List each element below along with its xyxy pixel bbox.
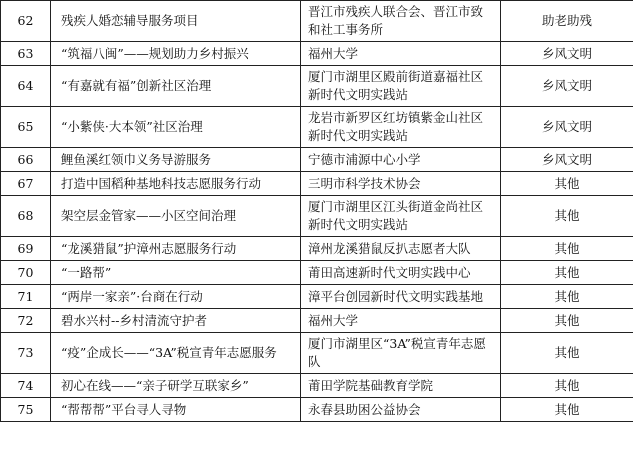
table-row [1,172,633,196]
table-row [1,309,633,333]
organization-name: 厦门市湖里区江头街道金尚社区新时代文明实践站 [301,196,501,237]
project-name: “龙溪猎鼠”护漳州志愿服务行动 [51,237,301,261]
organization-name: 永春县助困公益协会 [301,398,501,422]
project-category: 其他 [501,172,633,196]
project-category: 助老助残 [501,1,633,42]
project-category: 乡风文明 [501,42,633,66]
organization-name: 福州大学 [301,42,501,66]
row-number: 69 [1,237,51,261]
organization-name: 厦门市湖里区殿前街道嘉福社区新时代文明实践站 [301,66,501,107]
organization-name: 漳州龙溪猎鼠反扒志愿者大队 [301,237,501,261]
project-name: 残疾人婚恋辅导服务项目 [51,1,301,42]
project-name: 架空层金管家——小区空间治理 [51,196,301,237]
organization-name: 莆田学院基础教育学院 [301,374,501,398]
table-row [1,374,633,398]
project-name: 碧水兴村--乡村清流守护者 [51,309,301,333]
organization-name: 莆田高速新时代文明实践中心 [301,261,501,285]
row-number: 75 [1,398,51,422]
project-name: “两岸一家亲”·台商在行动 [51,285,301,309]
row-number: 65 [1,107,51,148]
project-category: 其他 [501,309,633,333]
table-row [1,398,633,422]
organization-name: 漳平台创园新时代文明实践基地 [301,285,501,309]
organization-name: 三明市科学技术协会 [301,172,501,196]
project-name: “有嘉就有福”创新社区治理 [51,66,301,107]
table-row [1,66,633,107]
project-category: 其他 [501,333,633,374]
row-number: 70 [1,261,51,285]
project-name: “帮帮帮”平台寻人寻物 [51,398,301,422]
row-number: 74 [1,374,51,398]
project-category: 其他 [501,261,633,285]
project-name: “筑福八闽”——规划助力乡村振兴 [51,42,301,66]
project-name: “疫”企成长——“3A”税宣青年志愿服务 [51,333,301,374]
row-number: 68 [1,196,51,237]
project-category: 乡风文明 [501,66,633,107]
project-name: 鲤鱼溪红领巾义务导游服务 [51,148,301,172]
table-row [1,285,633,309]
project-category: 其他 [501,285,633,309]
table-row [1,107,633,148]
row-number: 71 [1,285,51,309]
row-number: 62 [1,1,51,42]
organization-name: 福州大学 [301,309,501,333]
row-number: 72 [1,309,51,333]
project-category: 其他 [501,196,633,237]
project-name: 打造中国稻种基地科技志愿服务行动 [51,172,301,196]
project-category: 乡风文明 [501,148,633,172]
table-row [1,333,633,374]
table-row [1,1,633,42]
row-number: 64 [1,66,51,107]
table-row [1,261,633,285]
project-category: 其他 [501,237,633,261]
row-number: 66 [1,148,51,172]
table-row [1,42,633,66]
table-row [1,148,633,172]
table-row [1,237,633,261]
project-category: 其他 [501,374,633,398]
organization-name: 宁德市浦源中心小学 [301,148,501,172]
project-category: 乡风文明 [501,107,633,148]
row-number: 63 [1,42,51,66]
table-row [1,196,633,237]
row-number: 73 [1,333,51,374]
row-number: 67 [1,172,51,196]
organization-name: 晋江市残疾人联合会、晋江市致和社工事务所 [301,1,501,42]
project-name: “小紫侠·大本领”社区治理 [51,107,301,148]
project-name: “一路帮” [51,261,301,285]
project-category: 其他 [501,398,633,422]
project-name: 初心在线——“亲子研学互联家乡” [51,374,301,398]
organization-name: 厦门市湖里区“3A”税宣青年志愿队 [301,333,501,374]
organization-name: 龙岩市新罗区红坊镇紫金山社区新时代文明实践站 [301,107,501,148]
